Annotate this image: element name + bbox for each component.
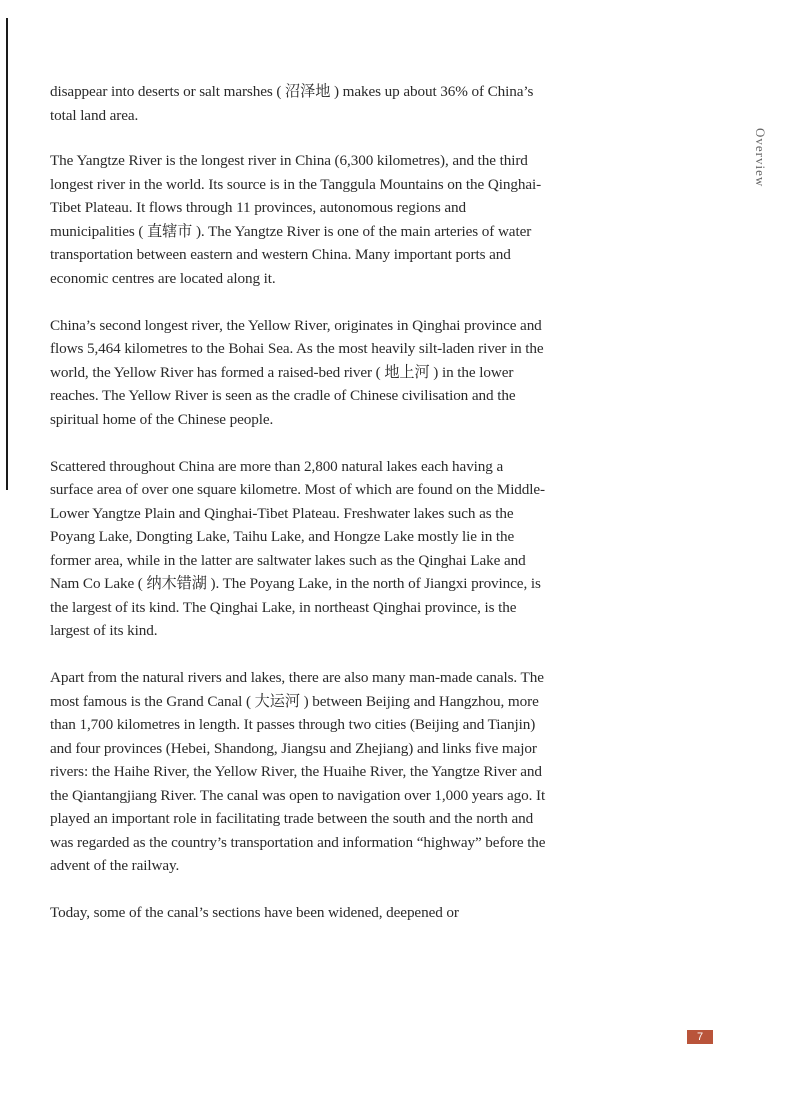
paragraph-yangtze-river: The Yangtze River is the longest river in China (6,300 kilometres), and the third longest river in the world. Its source is in the Tanggula Mountains on the Qinghai-Tibet Plateau. It flows through 11 provinces, autonomous regions and municipalities ( 直辖市 ). The Yangtze River is one of the main arteries of water transportation between eastern and western China. Many important ports and economic centres are located along it. [50, 152, 542, 287]
paragraph-land-area: disappear into deserts or salt marshes ( 沼泽地 ) makes up about 36% of China’s total land area. [50, 83, 534, 124]
body-text [50, 80, 546, 948]
page-number: 7 [687, 1030, 713, 1044]
paragraph-canal-today: Today, some of the canal’s sections have been widened, deepened or [50, 904, 459, 921]
paragraph-yellow-river: China’s second longest river, the Yellow River, originates in Qinghai province and flows 5,464 kilometres to the Bohai Sea. As the most heavily silt-laden river in the world, the Yellow River has formed a raised-bed river ( 地上河 ) in the lower reaches. The Yellow River is seen as the cradle of Chinese civilisation and the spiritual home of the Chinese people. [50, 316, 544, 428]
paragraph-grand-canal: Apart from the natural rivers and lakes, there are also many man-made canals. The most famous is the Grand Canal ( 大运河 ) between Beijing and Hangzhou, more than 1,700 kilometres in length. It passes through two cities (Beijing and Tianjin) and four provinces (Hebei, Shandong, Jiangsu and Zhejiang) and links five major rivers: the Haihe River, the Yellow River, the Huaihe River, the Yangtze River and the Qiantangjiang River. The canal was open to navigation over 1,000 years ago. It played an important role in facilitating trade between the south and the north and was regarded as the country’s transportation and information “highway” before the advent of the railway. [50, 669, 546, 874]
section-tab-overview: Overview [753, 128, 768, 188]
left-margin-rule [6, 18, 8, 490]
paragraph-lakes: Scattered throughout China are more than 2,800 natural lakes each having a surface area of over one square kilometre. Most of which are found on the Middle-Lower Yangtze Plain and Qinghai-Tibet Plateau. Freshwater lakes such as the Poyang Lake, Dongting Lake, Taihu Lake, and Hongze Lake mostly lie in the former area, while in the latter are saltwater lakes such as the Qinghai Lake and Nam Co Lake ( 纳木错湖 ). The Poyang Lake, in the north of Jiangxi province, is the largest of its kind. The Qinghai Lake, in northeast Qinghai province, is the largest of its kind. [50, 457, 546, 639]
